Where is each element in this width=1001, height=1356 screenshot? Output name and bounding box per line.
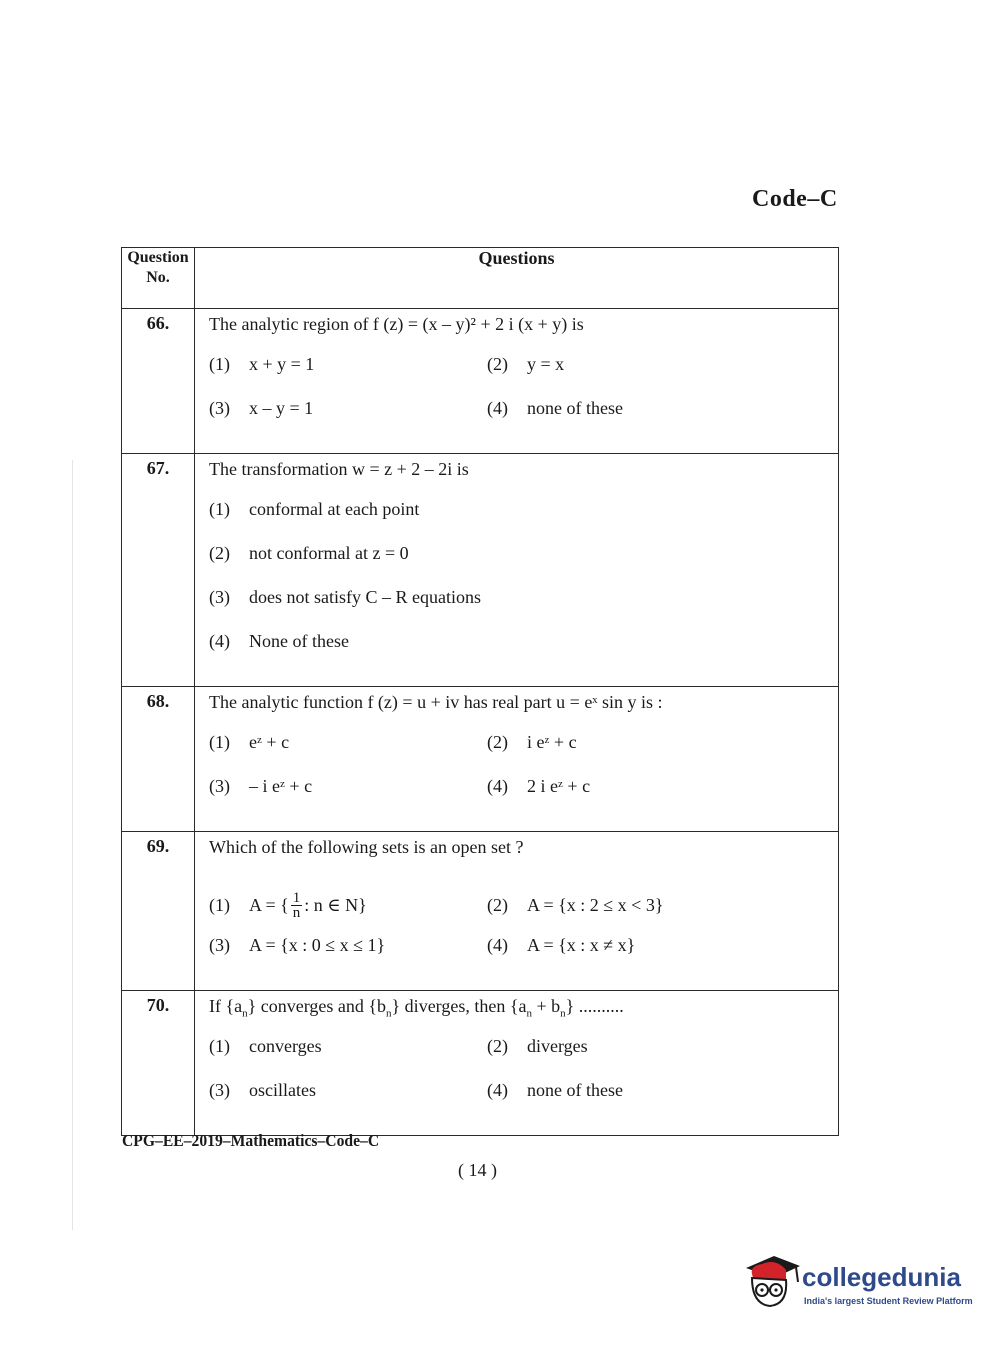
option-number: (3) [209, 1080, 230, 1100]
option-row [209, 630, 838, 674]
option-1 [209, 353, 487, 375]
option-number: (2) [487, 732, 508, 752]
option-text-post: : n ∈ N} [304, 895, 367, 915]
logo-tagline: India's largest Student Review Platform [804, 1296, 973, 1306]
option-row [209, 586, 838, 630]
option-text: None of these [249, 631, 349, 651]
option-number: (3) [209, 398, 230, 418]
option-text: A = {x : 2 ≤ x < 3} [527, 895, 664, 915]
stem-part: If {a [209, 996, 243, 1016]
option-text: 2 i eᶻ + c [527, 776, 591, 796]
question-content [195, 309, 839, 454]
option-3 [209, 1079, 487, 1101]
collegedunia-logo[interactable] [742, 1248, 972, 1318]
question-stem: The analytic function f (z) = u + iv has real part u = eˣ sin y is : [209, 692, 663, 712]
option-4 [209, 630, 809, 652]
fraction [291, 891, 303, 920]
option-text: conformal at each point [249, 499, 420, 519]
option-text: none of these [527, 398, 623, 418]
stem-part: + b [531, 996, 561, 1016]
option-text: i eᶻ + c [527, 732, 577, 752]
option-row [209, 731, 838, 775]
option-1 [209, 498, 809, 520]
option-3 [209, 934, 487, 956]
option-text: x + y = 1 [249, 354, 315, 374]
option-number: (1) [209, 499, 230, 519]
option-2 [209, 542, 809, 564]
option-text: none of these [527, 1080, 623, 1100]
option-number: (3) [209, 935, 230, 955]
stem-subscript: n [560, 1007, 566, 1020]
option-row [209, 498, 838, 542]
question-row-68 [122, 687, 839, 832]
option-row [209, 353, 838, 397]
question-number: 70. [122, 991, 195, 1136]
option-text: A = {x : 0 ≤ x ≤ 1} [249, 935, 386, 955]
questions-table [121, 247, 839, 1136]
option-row [209, 1079, 838, 1123]
page-number: ( 14 ) [458, 1160, 497, 1180]
question-number: 69. [122, 832, 195, 991]
table-header-row [122, 248, 839, 309]
fraction-denominator: n [292, 904, 301, 921]
question-number: 67. [122, 454, 195, 687]
option-row [209, 876, 838, 934]
option-number: (1) [209, 1036, 230, 1056]
option-text: y = x [527, 354, 565, 374]
option-text: oscillates [249, 1080, 316, 1100]
option-text: A = {x : x ≠ x} [527, 935, 636, 955]
scan-edge-line [72, 460, 73, 1230]
option-3 [209, 586, 809, 608]
graduate-mascot-icon [742, 1248, 802, 1314]
stem-subscript: n [242, 1007, 248, 1020]
option-row [209, 1035, 838, 1079]
option-2 [487, 1035, 765, 1057]
stem-subscript: n [386, 1007, 392, 1020]
option-2 [487, 894, 765, 916]
option-row [209, 397, 838, 441]
option-1 [209, 731, 487, 753]
question-stem: The analytic region of f (z) = (x – y)² + 2 i (x + y) is [209, 314, 584, 334]
question-content [195, 991, 839, 1136]
logo-wordmark: collegedunia [802, 1262, 961, 1292]
question-content [195, 687, 839, 832]
option-2 [487, 731, 765, 753]
option-number: (3) [209, 776, 230, 796]
col-header-questions: Questions [195, 248, 839, 309]
question-number: 66. [122, 309, 195, 454]
option-row [209, 934, 838, 978]
stem-part: } converges and {b [247, 996, 387, 1016]
paper-code-footer: CPG–EE–2019–Mathematics–Code–C [122, 1131, 380, 1150]
option-text: – i eᶻ + c [249, 776, 313, 796]
option-4 [487, 775, 765, 797]
stem-subscript: n [526, 1007, 532, 1020]
question-content [195, 832, 839, 991]
option-2 [487, 353, 765, 375]
option-4 [487, 397, 765, 419]
question-row-66 [122, 309, 839, 454]
exam-code: Code–C [752, 186, 838, 212]
option-number: (4) [487, 1080, 508, 1100]
question-content [195, 454, 839, 687]
question-row-67 [122, 454, 839, 687]
option-text: eᶻ + c [249, 732, 290, 752]
stem-part: } diverges, then {a [391, 996, 527, 1016]
question-row-69 [122, 832, 839, 991]
option-3 [209, 397, 487, 419]
option-text: converges [249, 1036, 322, 1056]
option-text: x – y = 1 [249, 398, 314, 418]
stem-part: } .......... [565, 996, 624, 1016]
option-number: (2) [487, 895, 508, 915]
option-number: (3) [209, 587, 230, 607]
option-row [209, 542, 838, 586]
option-row [209, 775, 838, 819]
question-stem [209, 993, 838, 1035]
option-text: diverges [527, 1036, 588, 1056]
option-1 [209, 1035, 487, 1057]
question-stem: The transformation w = z + 2 – 2i is [209, 459, 469, 479]
option-4 [487, 1079, 765, 1101]
option-3 [209, 775, 487, 797]
option-number: (1) [209, 354, 230, 374]
fraction-numerator: 1 [292, 889, 301, 906]
option-text-pre: A = { [249, 895, 289, 915]
option-number: (2) [487, 1036, 508, 1056]
option-number: (4) [487, 935, 508, 955]
col-header-question-no: Question No. [122, 248, 195, 309]
option-number: (2) [209, 543, 230, 563]
question-stem: Which of the following sets is an open set ? [209, 837, 524, 857]
option-number: (4) [487, 398, 508, 418]
option-number: (1) [209, 895, 230, 915]
question-number: 68. [122, 687, 195, 832]
option-4 [487, 934, 765, 956]
question-row-70 [122, 991, 839, 1136]
option-number: (2) [487, 354, 508, 374]
option-text: does not satisfy C – R equations [249, 587, 481, 607]
option-1 [209, 891, 487, 920]
option-number: (1) [209, 732, 230, 752]
option-number: (4) [487, 776, 508, 796]
option-text: not conformal at z = 0 [249, 543, 409, 563]
option-number: (4) [209, 631, 230, 651]
